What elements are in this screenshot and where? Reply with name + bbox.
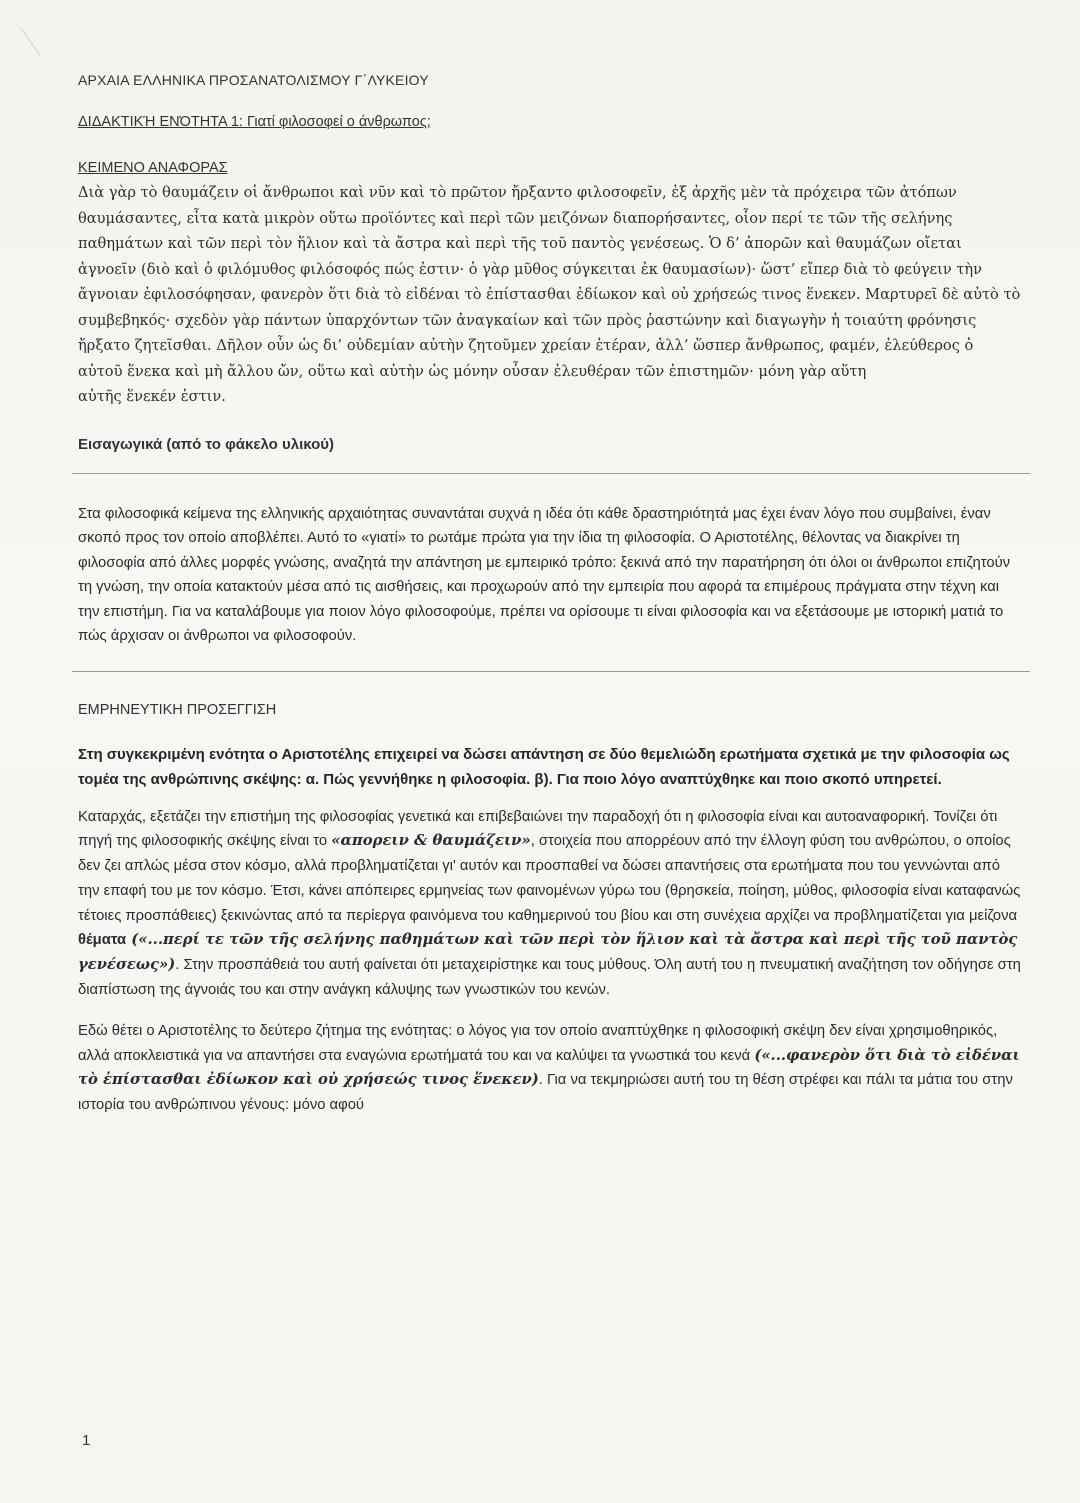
top-divider <box>72 473 1030 474</box>
interpretation-paragraph-2 <box>78 1019 1022 1118</box>
p1-quote-2: («...περί τε τῶν τῆς σελήνης παθημάτων καὶ τῶν περὶ τὸν ἥλιον καὶ τὰ ἄστρα καὶ περὶ τῆς τοῦ παντὸς γενέσεως») <box>78 931 1018 974</box>
interpretation-label: ΕΜΡΗΝΕΥΤΙΚΗ ΠΡΟΣΕΓΓΙΣΗ <box>78 701 277 718</box>
reference-text <box>78 180 1022 410</box>
reference-text-label: ΚΕΙΜΕΝΟ ΑΝΑΦΟΡΑΣ <box>78 160 228 176</box>
unit-title: ΔΙΔΑΚΤΙΚΉ ΕΝΌΤΗΤΑ 1: Γιατί φιλοσοφεί ο άνθρωπος; <box>78 114 431 130</box>
interpretation-lead: Στη συγκεκριμένη ενότητα ο Αριστοτέλης επιχειρεί να δώσει απάντηση σε δύο θεμελιώδη ερωτήματα σχετικά με την φιλοσοφία ως τομέα της ανθρώπινης σκέψης: α. Πώς γεννήθηκε η φιλοσοφία. β). Για ποιο λόγο αναπτύχθηκε και ποιο σκοπό υπηρετεί. <box>78 745 1010 788</box>
p2-quote: («...φανερὸν ὅτι διὰ τὸ εἰδέναι τὸ ἐπίστασθαι ἐδίωκον καὶ οὐ χρήσεώς τινος ἕνεκεν) <box>78 1046 1020 1089</box>
p2-text-a: Εδώ θέτει ο Αριστοτέλης το δεύτερο ζήτημα της ενότητας: ο λόγος για τον οποίο αναπτύχθηκε η φιλοσοφική σκέψη δεν είναι χρησιμοθηρικός, αλλά αποκλειστικά για να απαντήσει στα εναγώνια ερωτήματά του και να καλύψει τα γνωστικά του κενά <box>78 1022 998 1064</box>
p1-text-b: , στοιχεία που απορρέουν από την έλλογη φύση του ανθρώπου, ο οποίος δεν ζει απλώς μέσα στον κόσμο, αλλά προβληματίζεται γι' αυτόν και προσπαθεί να δώσει απαντήσεις στα ερωτήματα που του γεννώνται από την επαφή του με τον κόσμο. Έτσι, κάνει απόπειρες ερμηνείας των φαινομένων γύρω του (θρησκεία, ποίηση, μύθος, φιλοσοφία είναι καταφανώς τέτοιες προσπάθειες) ξεκινώντας από τα περίεργα φαινόμενα του καθημερινού του βίου και στη συνέχεια αρχίζει να προβληματίζεται για μείζονα <box>78 833 1021 924</box>
intro-text: Στα φιλοσοφικά κείμενα της ελληνικής αρχαιότητας συναντάται συχνά η ιδέα ότι κάθε δραστηριότητά μας έχει έναν λόγο που συμβαίνει, έναν σκοπό προς τον οποίο αποβλέπει. Αυτό το «γιατί» το ρωτάμε πρώτα για την ίδια τη φιλοσοφία. Ο Αριστοτέλης, θέλοντας να διακρίνει τη φιλοσοφία από άλλες μορφές γνώσης, αναζητά την απάντηση με εμπειρικό τρόπο: ξεκινά από την παρατήρηση ότι όλοι οι άνθρωποι επιζητούν τη γνώση, την οποία κατακτούν μέσα από τις αισθήσεις, και προχωρούν από την εμπειρία που αφορά τα επιμέρους πράγματα στην τέχνη και την επιστήμη. Για να καταλάβουμε για ποιον λόγο φιλοσοφούμε, πρέπει να ορίσουμε τι είναι φιλοσοφία και να εξετάσουμε με ιστορική ματιά το πώς άρχισαν οι άνθρωποι να φιλοσοφούν. <box>78 505 1011 644</box>
p2-text-b: . Για να τεκμηριώσει αυτή του τη θέση στρέφει και πάλι τα μάτια του στην ιστορία του ανθρώπινου γένους: μόνο αφού <box>78 1072 1013 1114</box>
p1-quote-1: «απορειν & θαυμάζειν» <box>331 832 531 850</box>
bottom-divider <box>72 671 1030 672</box>
p1-text-a: Καταρχάς, εξετάζει την επιστήμη της φιλοσοφίας γενετικά και επιβεβαιώνει την παραδοχή ότι η φιλοσοφία είναι και αυτοαναφορική. Τονίζει ότι πηγή της φιλοσοφικής σκέψης είναι το <box>78 808 998 850</box>
reference-text-end: αὑτῆς ἕνεκέν ἐστιν. <box>78 388 226 405</box>
page-number: 1 <box>82 1432 91 1449</box>
interpretation-paragraph-1 <box>78 805 1022 1003</box>
course-title: ΑΡΧΑΙΑ ΕΛΛΗΝΙΚΑ ΠΡΟΣΑΝΑΤΟΛΙΣΜΟΥ Γ΄ΛΥΚΕΙΟΥ <box>78 72 429 88</box>
p1-text-c: . Στην προσπάθειά του αυτή φαίνεται ότι μεταχειρίστηκε και τους μύθους. Όλη αυτή του η πνευματική αναζήτηση τον οδήγησε στη διαπίστωση της άγνοιάς του και στην ανάγκη κάλυψης των γνωστικών του κενών. <box>78 957 1021 999</box>
reference-text-body: Διὰ γὰρ τὸ θαυμάζειν οἱ ἄνθρωποι καὶ νῦν καὶ τὸ πρῶτον ἤρξαντο φιλοσοφεῖν, ἐξ ἀρχῆς μὲν τὰ πρόχειρα τῶν ἀτόπων θαυμάσαντες, εἶτα κατὰ μικρὸν οὕτω προϊόντες καὶ περὶ τῶν μειζόνων διαπορήσαντες, οἷον περί τε τῶν τῆς σελήνης παθημάτων καὶ τῶν περὶ τὸν ἥλιον καὶ τὰ ἄστρα καὶ περὶ τῆς τοῦ παντὸς γενέσεως. Ὁ δ’ ἀπορῶν καὶ θαυμάζων οἴεται ἀγνοεῖν (διὸ καὶ ὁ φιλόμυθος φιλόσοφός πώς ἐστιν· ὁ γὰρ μῦθος σύγκειται ἐκ θαυμασίων)· ὥστ’ εἴπερ διὰ τὸ φεύγειν τὴν ἄγνοιαν ἐφιλοσόφησαν, φανερὸν ὅτι διὰ τὸ εἰδέναι τὸ ἐπίστασθαι ἐδίωκον καὶ οὐ χρήσεώς τινος ἕνεκεν. Μαρτυρεῖ δὲ αὐτὸ τὸ συμβεβηκός· σχεδὸν γὰρ πάντων ὑπαρχόντων τῶν ἀναγκαίων καὶ τῶν πρὸς ῥαστώνην καὶ διαγωγὴν ἡ τοιαύτη φρόνησις ἤρξατο ζητεῖσθαι. Δῆλον οὖν ὡς δι’ οὐδεμίαν αὐτὴν ζητοῦμεν χρείαν ἑτέραν, ἀλλ’ ὥσπερ ἄνθρωπος, φαμέν, ἐλεύθερος ὁ αὑτοῦ ἕνεκα καὶ μὴ ἄλλου ὤν, οὕτω καὶ αὐτὴν ὡς μόνην οὖσαν ἐλευθέραν τῶν ἐπιστημῶν· μόνη γὰρ αὕτη <box>78 184 1021 380</box>
intro-label: Εισαγωγικά (από το φάκελο υλικού) <box>78 435 334 453</box>
pen-mark <box>21 14 62 57</box>
p1-bold: θέματα <box>78 932 127 949</box>
